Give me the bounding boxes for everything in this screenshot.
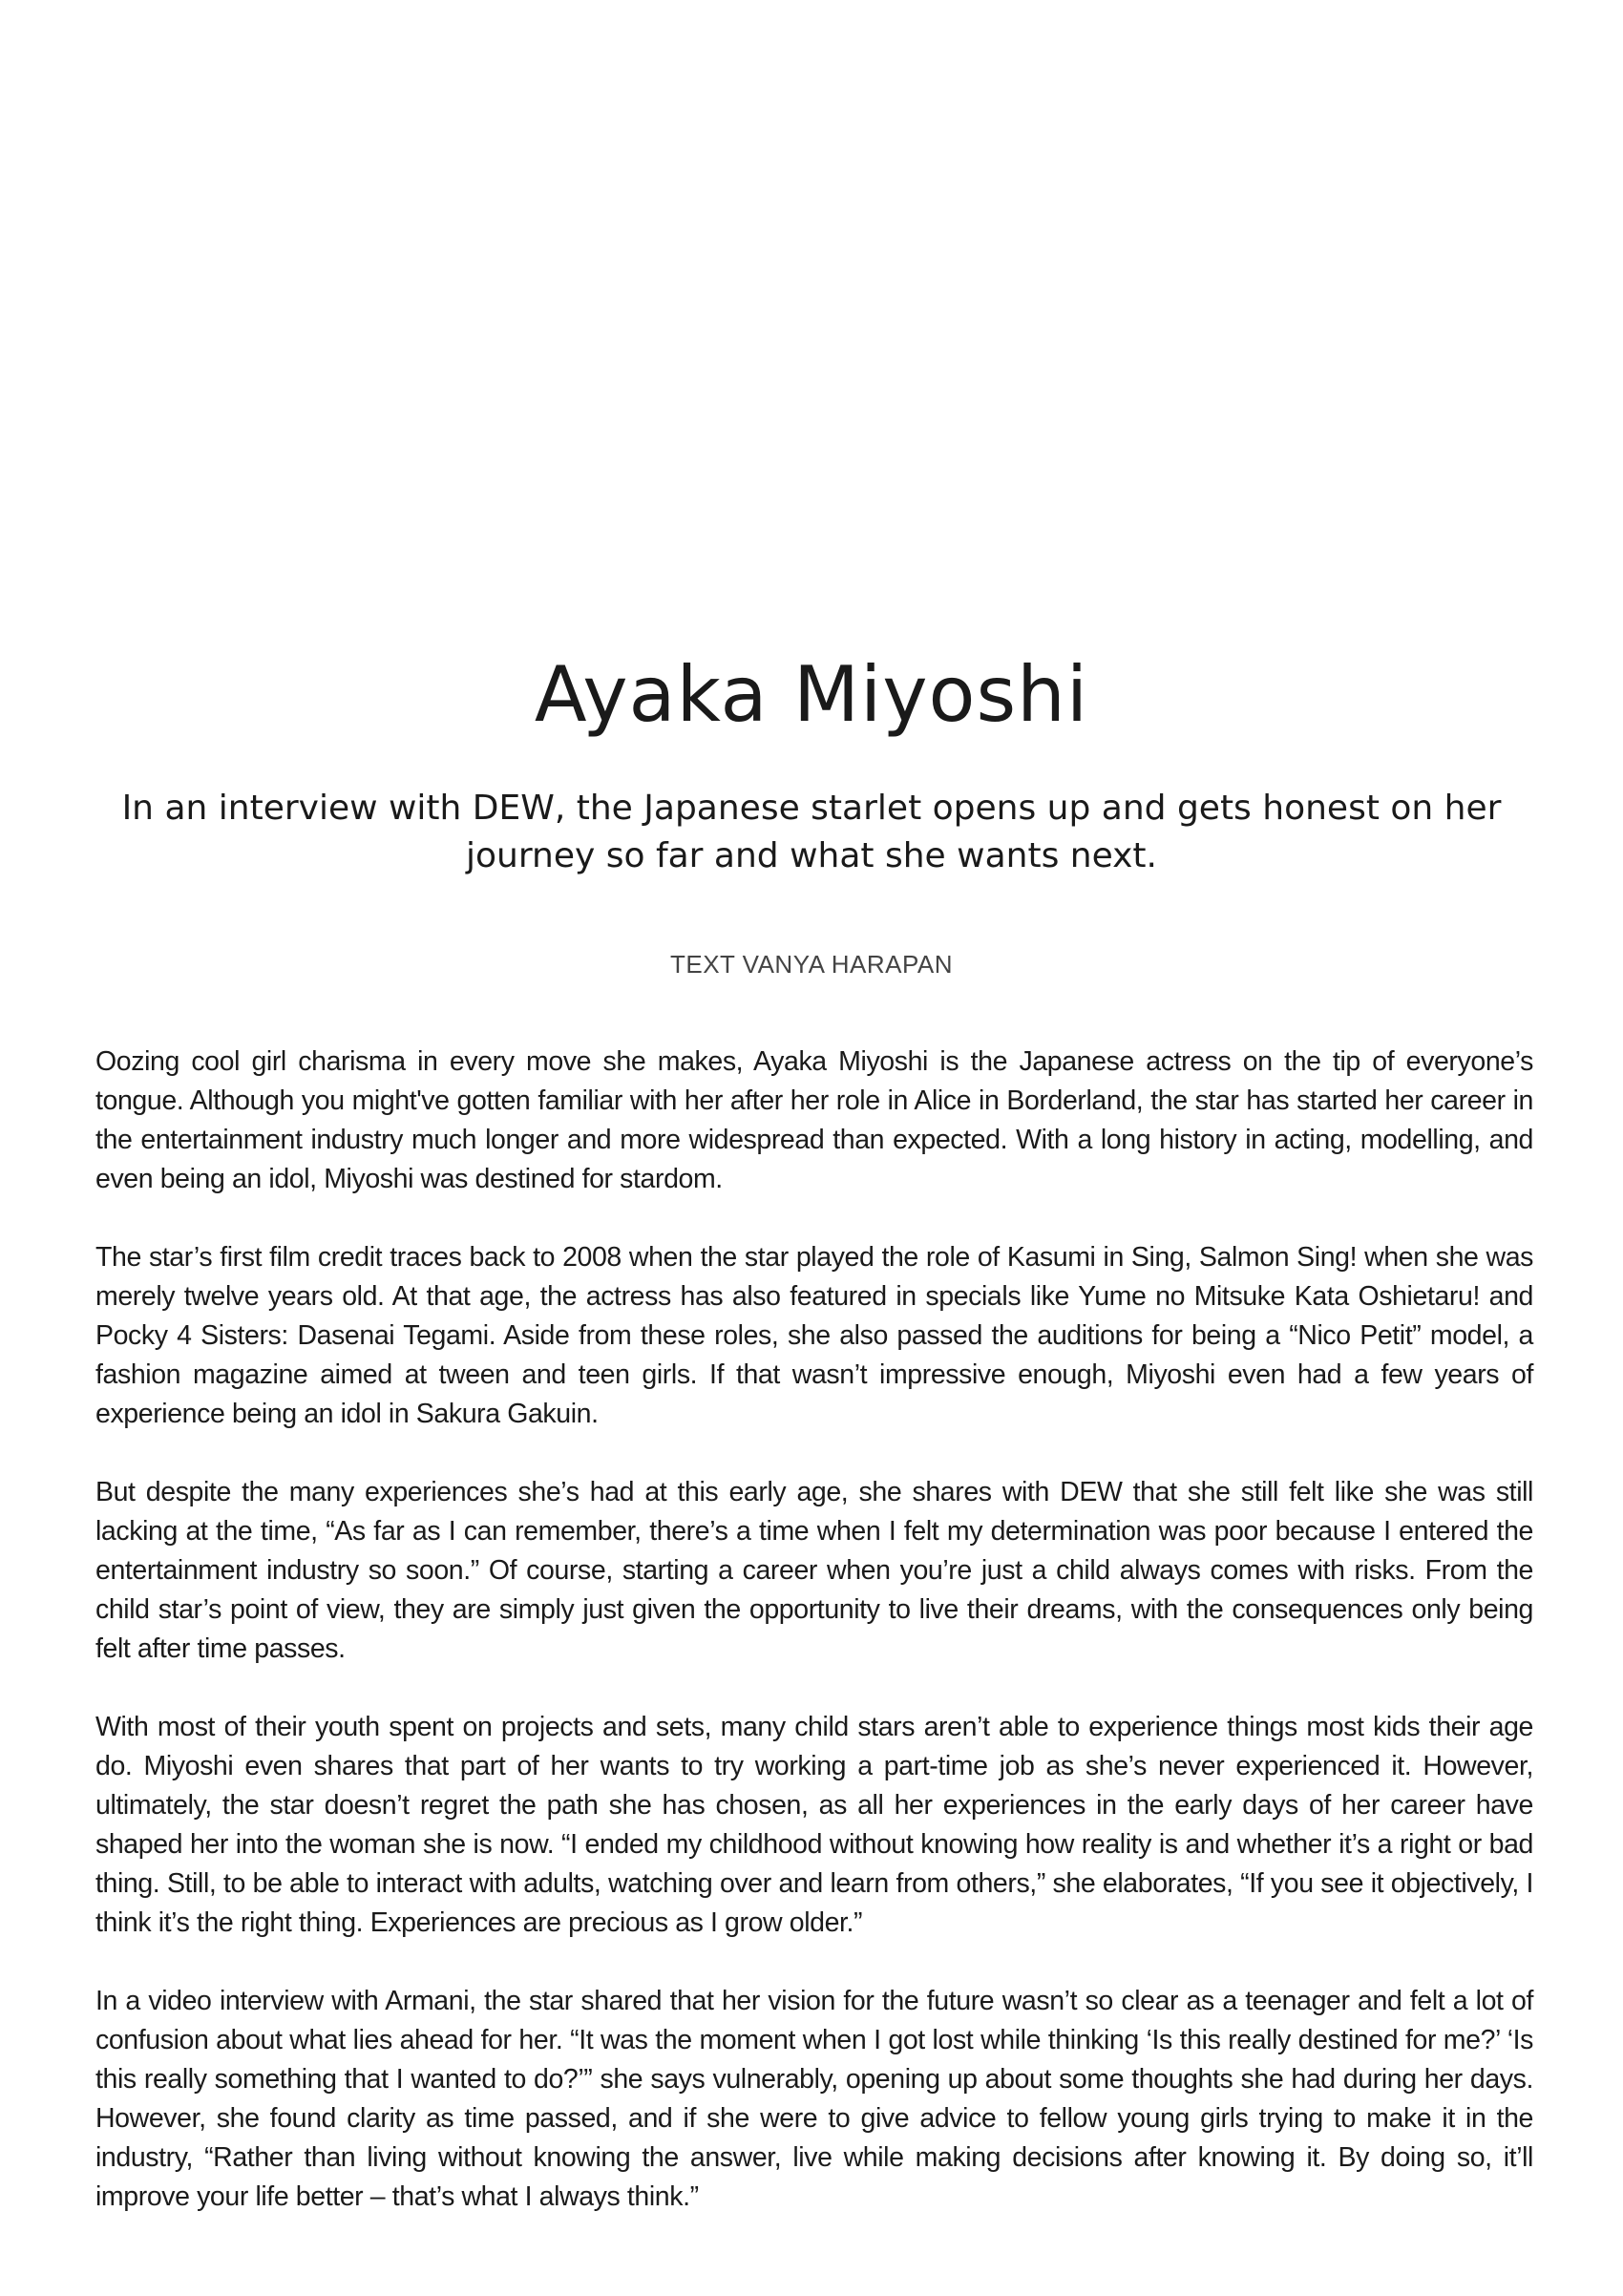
article-byline: TEXT VANYA HARAPAN — [669, 950, 954, 979]
article-paragraph: The star’s first film credit traces back to 2008 when the star played the role of Kasumi in Sing, Salmon Sing! when she was merely twelve years old. At that age, the actress has also featured in specials like Yume no Mitsuke Kata Oshietaru! and Pocky 4 Sisters: Dasenai Tegami. Aside from these roles, she also passed the auditions for being a “Nico Petit” model, a fashion magazine aimed at tween and teen girls. If that wasn’t impressive enough, Miyoshi even had a few years of experience being an idol in Sakura Gakuin. — [95, 1242, 1533, 1429]
article-subtitle: In an interview with DEW, the Japanese starlet opens up and gets honest on her journey so far and what she wants next. — [121, 789, 1502, 875]
article-title: Ayaka Miyoshi — [534, 650, 1089, 739]
article-paragraph: Oozing cool girl charisma in every move she makes, Ayaka Miyoshi is the Japanese actress on the tip of everyone’s tongue. Although you might've gotten familiar with her after her role in Alice in Borderland, the star has started her career in the entertainment industry much longer and more widespread than expected. With a long history in acting, modelling, and even being an idol, Miyoshi was destined for stardom. — [95, 1046, 1533, 1194]
article-body — [95, 1043, 1533, 2256]
article-paragraph: In a video interview with Armani, the star shared that her vision for the future wasn’t so clear as a teenager and felt a lot of confusion about what lies ahead for her. “It was the moment when I got lost while thinking ‘Is this really destined for me?’ ‘Is this really something that I wanted to do?’” she says vulnerably, opening up about some thoughts she had during her days. However, she found clarity as time passed, and if she were to give advice to fellow young girls trying to make it in the industry, “Rather than living without knowing the answer, live while making decisions after knowing it. By doing so, it’ll improve your life better – that’s what I always think.” — [95, 1986, 1533, 2212]
article-paragraph: With most of their youth spent on projects and sets, many child stars aren’t able to experience things most kids their age do. Miyoshi even shares that part of her wants to try working a part-time job as she’s never experienced it. However, ultimately, the star doesn’t regret the path she has chosen, as all her experiences in the early days of her career have shaped her into the woman she is now. “I ended my childhood without knowing how reality is and whether it’s a right or bad thing. Still, to be able to interact with adults, watching over and learn from others,” she elaborates, “If you see it objectively, I think it’s the right thing. Experiences are precious as I grow older.” — [95, 1712, 1533, 1938]
article-paragraph: But despite the many experiences she’s had at this early age, she shares with DEW that she still felt like she was still lacking at the time, “As far as I can remember, there’s a time when I felt my determination was poor because I entered the entertainment industry so soon.” Of course, starting a career when you’re just a child always comes with risks. From the child star’s point of view, they are simply just given the opportunity to live their dreams, with the consequences only being felt after time passes. — [95, 1477, 1533, 1664]
